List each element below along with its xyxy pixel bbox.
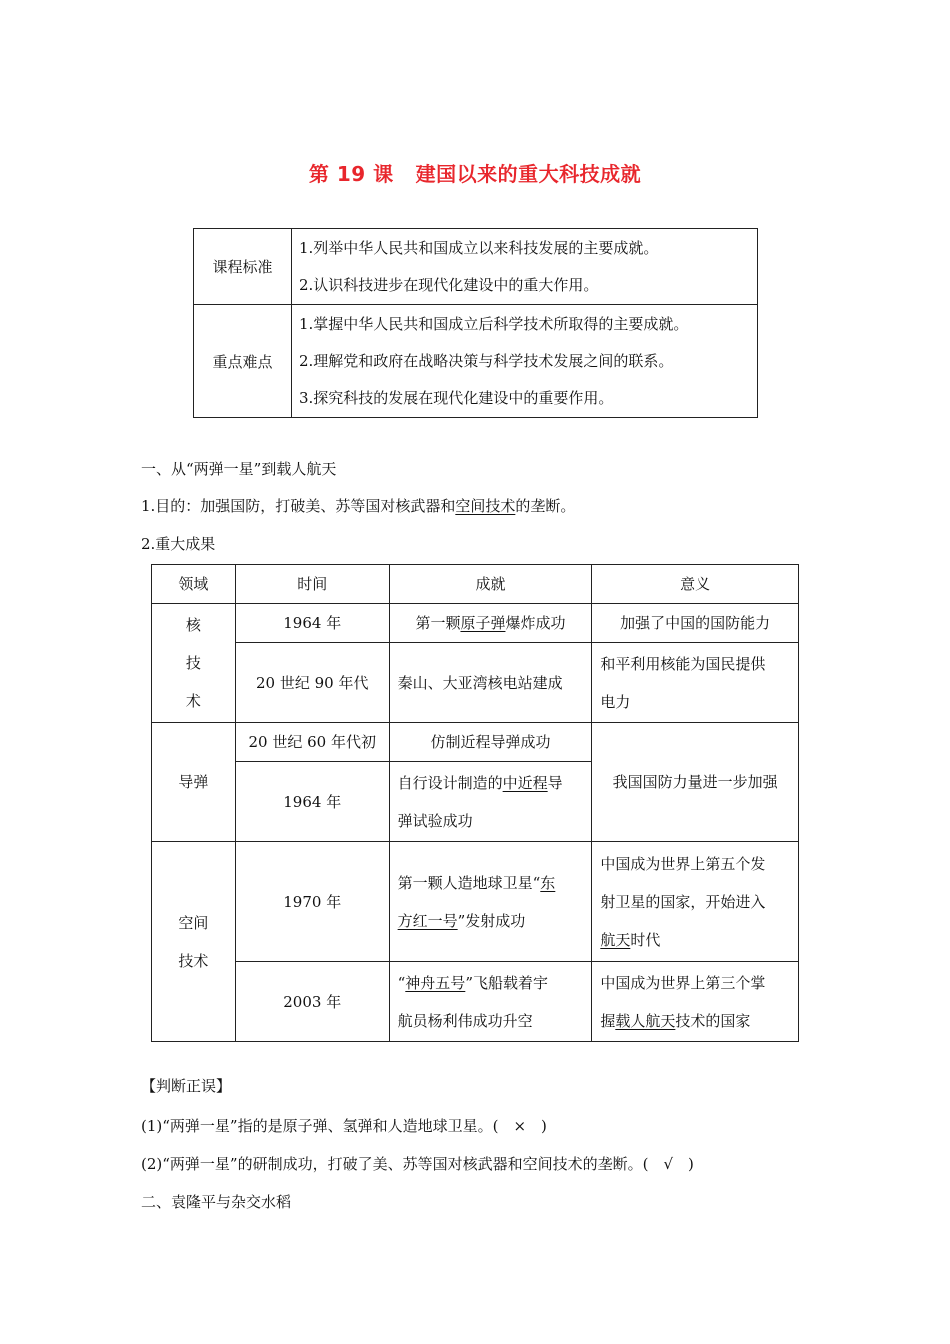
meaning-cell <box>592 962 799 1042</box>
meaning-line: 射卫星的国家，开始进入 <box>600 892 766 911</box>
curriculum-row <box>194 229 758 305</box>
time-cell: 1964 年 <box>235 762 389 842</box>
field-nuclear <box>152 604 236 723</box>
purpose-text-end: 的垄断。 <box>515 497 576 515</box>
ach-line <box>398 764 588 802</box>
ach-underlined: 中近程 <box>502 773 548 792</box>
field-char: 术 <box>185 692 201 710</box>
ach-line <box>398 964 588 1002</box>
meaning-text: 握 <box>600 1011 616 1030</box>
meaning-underlined: 载人航天 <box>615 1011 676 1030</box>
ach-underlined: 东 <box>540 873 556 892</box>
ach-underlined: 神舟五号 <box>405 973 466 992</box>
meaning-line <box>600 1002 794 1040</box>
time-cell: 1970 年 <box>235 842 389 962</box>
table-row <box>152 962 799 1042</box>
achievement-cell <box>389 762 592 842</box>
time-cell: 2003 年 <box>235 962 389 1042</box>
time-cell: 20 世纪 60 年代初 <box>235 723 389 762</box>
achievements-heading: 2.重大成果 <box>141 535 216 553</box>
ach-line <box>398 864 588 902</box>
table-row <box>152 604 799 643</box>
section-one-heading: 一、从“两弹一星”到载人航天 <box>141 460 337 478</box>
ach-text-end: 爆炸成功 <box>505 614 566 632</box>
ach-line <box>398 902 588 940</box>
achievement-cell <box>389 842 592 962</box>
header-field: 领域 <box>152 565 236 604</box>
ach-text-end: 导 <box>547 773 563 792</box>
meaning-cell: 加强了中国的国防能力 <box>592 604 799 643</box>
achievement-cell <box>389 604 592 643</box>
field-missile: 导弹 <box>152 723 236 842</box>
meaning-text-end: 技术的国家 <box>675 1011 751 1030</box>
meaning-cell <box>592 643 799 723</box>
ach-line: 弹试验成功 <box>397 811 473 830</box>
field-char: 技术 <box>178 951 209 970</box>
lesson-name: 建国以来的重大科技成就 <box>415 162 642 186</box>
table-row <box>152 643 799 723</box>
key-point-item: 3.探究科技的发展在现代化建设中的重要作用。 <box>299 388 614 407</box>
header-achievement: 成就 <box>389 565 592 604</box>
key-point-item: 2.理解党和政府在战略决策与科学技术发展之间的联系。 <box>299 351 674 370</box>
meaning-underlined: 航天 <box>600 930 631 949</box>
ach-underlined: 方红一号 <box>397 911 458 930</box>
curriculum-content <box>292 229 758 305</box>
judge-heading: 【判断正误】 <box>141 1077 232 1095</box>
key-points-label: 重点难点 <box>194 305 292 418</box>
time-cell: 1964 年 <box>235 604 389 643</box>
ach-text-end: ”发射成功 <box>457 911 526 930</box>
achievements-table <box>151 564 799 1042</box>
ach-text: 第一颗人造地球卫星“ <box>397 873 541 892</box>
ach-line: 航员杨利伟成功升空 <box>397 1011 533 1030</box>
meaning-cell <box>592 842 799 962</box>
purpose-text: 1.目的：加强国防，打破美、苏等国对核武器和 <box>141 497 456 515</box>
header-time: 时间 <box>235 565 389 604</box>
ach-text: “ <box>397 973 406 992</box>
ach-underlined: 原子弹 <box>460 614 506 632</box>
ach-text: 自行设计制造的 <box>397 773 503 792</box>
lesson-number: 第 19 课 <box>308 162 394 186</box>
curriculum-item: 1.列举中华人民共和国成立以来科技发展的主要成就。 <box>299 238 659 257</box>
meaning-cell: 我国国防力量进一步加强 <box>592 723 799 842</box>
curriculum-label: 课程标准 <box>194 229 292 305</box>
achievement-cell: 仿制近程导弹成功 <box>389 723 592 762</box>
judge-question-1: (1)“两弹一星”指的是原子弹、氢弹和人造地球卫星。( × ) <box>141 1117 547 1135</box>
key-points-row <box>194 305 758 418</box>
table-row <box>152 723 799 762</box>
page-title <box>0 158 950 187</box>
ach-text-end: ”飞船载着宇 <box>465 973 548 992</box>
section-two-heading: 二、袁隆平与杂交水稻 <box>141 1193 292 1211</box>
table-row <box>152 842 799 962</box>
meaning-line: 中国成为世界上第五个发 <box>600 854 766 873</box>
purpose-underlined-term: 空间技术 <box>455 497 516 515</box>
key-point-item: 1.掌握中华人民共和国成立后科学技术所取得的主要成就。 <box>299 314 689 333</box>
achievement-cell: 秦山、大亚湾核电站建成 <box>389 643 592 723</box>
ach-text: 第一颗 <box>415 614 461 632</box>
meaning-line: 和平利用核能为国民提供 <box>600 654 766 673</box>
header-meaning: 意义 <box>592 565 799 604</box>
field-char: 技 <box>185 654 201 672</box>
curriculum-item: 2.认识科技进步在现代化建设中的重大作用。 <box>299 275 599 294</box>
standards-table <box>193 228 758 418</box>
meaning-text: 时代 <box>630 930 661 949</box>
meaning-line: 中国成为世界上第三个掌 <box>600 973 766 992</box>
field-char: 核 <box>185 616 201 634</box>
field-char: 空间 <box>178 913 209 932</box>
achievement-cell <box>389 962 592 1042</box>
key-points-content <box>292 305 758 418</box>
time-cell: 20 世纪 90 年代 <box>235 643 389 723</box>
purpose-line <box>141 495 575 516</box>
field-space <box>152 842 236 1042</box>
meaning-line: 电力 <box>600 692 631 711</box>
table-header-row <box>152 565 799 604</box>
judge-question-2: (2)“两弹一星”的研制成功，打破了美、苏等国对核武器和空间技术的垄断。( √ ) <box>141 1155 694 1173</box>
meaning-line <box>600 921 794 959</box>
